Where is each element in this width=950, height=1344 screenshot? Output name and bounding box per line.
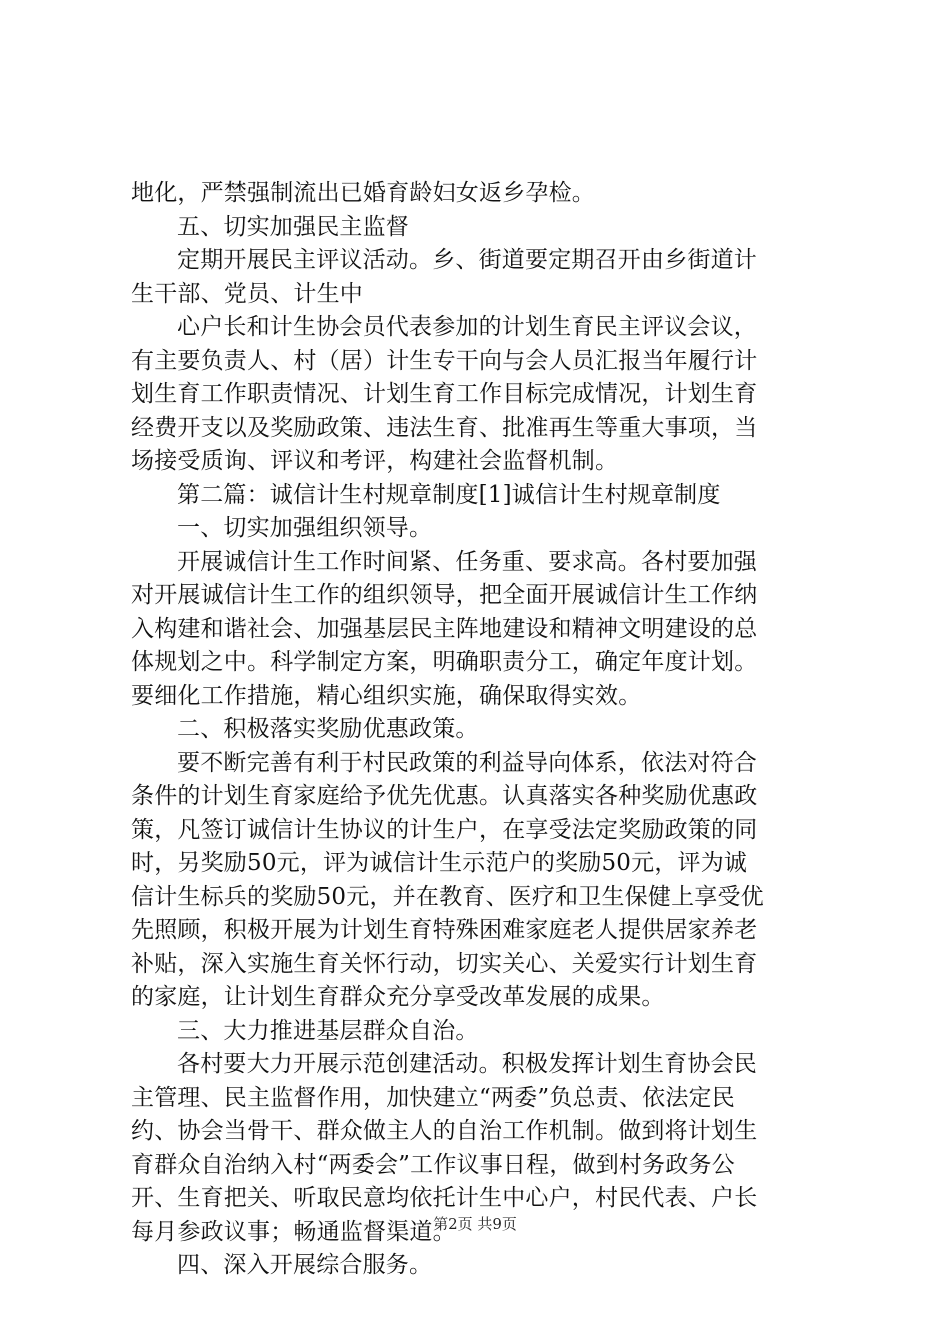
text-line: 地化，严禁强制流出已婚育龄妇女返乡孕检。 — [131, 180, 595, 206]
text-line: 生干部、党员、计生中 — [131, 280, 363, 307]
text-line: 各村要大力开展示范创建活动。积极发挥计划生育协会民 — [177, 1051, 757, 1077]
text-line: 有主要负责人、村（居）计生专干向与会人员汇报当年履行计 — [131, 347, 758, 374]
document-body — [131, 177, 831, 1283]
text-line: 心户长和计生协会员代表参加的计划生育民主评议会议， — [177, 314, 757, 340]
text-line: 开展诚信计生工作时间紧、任务重、要求高。各村要加强 — [177, 548, 757, 575]
text-line: 约、协会当骨干、群众做主人的自治工作机制。做到将计划生 — [131, 1118, 758, 1144]
text-line: 第二篇：诚信计生村规章制度[1]诚信计生村规章制度 — [177, 481, 721, 508]
text-line: 入构建和谐社会、加强基层民主阵地建设和精神文明建设的总 — [131, 615, 758, 642]
text-line: 每月参政议事；畅通监督渠道。 — [131, 1218, 456, 1245]
text-line: 的家庭，让计划生育群众充分享受改革发展的成果。 — [131, 984, 665, 1010]
text-line: 体规划之中。科学制定方案，明确职责分工，确定年度计划。 — [131, 649, 758, 675]
text-line: 主管理、民主监督作用，加快建立“两委”负总责、依法定民 — [131, 1084, 735, 1111]
text-line: 条件的计划生育家庭给予优先优惠。认真落实各种奖励优惠政 — [131, 783, 758, 809]
text-line: 经费开支以及奖励政策、违法生育、批准再生等重大事项，当 — [131, 414, 758, 441]
text-line: 对开展诚信计生工作的组织领导，把全面开展诚信计生工作纳 — [131, 582, 758, 608]
text-line: 三、大力推进基层群众自治。 — [177, 1017, 479, 1044]
text-line: 育群众自治纳入村“两委会”工作议事日程，做到村务政务公 — [131, 1151, 735, 1178]
text-line: 定期开展民主评议活动。乡、街道要定期召开由乡街道计 — [177, 247, 757, 273]
text-line: 要细化工作措施，精心组织实施，确保取得实效。 — [131, 682, 642, 709]
text-line: 四、深入开展综合服务。 — [177, 1252, 433, 1278]
text-line: 一、切实加强组织领导。 — [177, 515, 433, 541]
text-line: 策，凡签订诚信计生协议的计生户，在享受法定奖励政策的同 — [131, 816, 758, 843]
text-line: 先照顾，积极开展为计划生育特殊困难家庭老人提供居家养老 — [131, 917, 758, 943]
text-line: 时，另奖励50元，评为诚信计生示范户的奖励50元，评为诚 — [131, 850, 748, 876]
text-line: 五、切实加强民主监督 — [177, 213, 409, 240]
text-line: 要不断完善有利于村民政策的利益导向体系，依法对符合 — [177, 749, 757, 776]
page-footer: 第2页 共9页 — [433, 1215, 517, 1233]
text-line: 开、生育把关、听取民意均依托计生中心户，村民代表、户长 — [131, 1185, 758, 1211]
text-line: 二、积极落实奖励优惠政策。 — [177, 716, 479, 742]
text-line: 信计生标兵的奖励50元，并在教育、医疗和卫生保健上享受优 — [131, 883, 764, 910]
text-line: 补贴，深入实施生育关怀行动，切实关心、关爱实行计划生育 — [131, 950, 758, 977]
text-line: 划生育工作职责情况、计划生育工作目标完成情况，计划生育 — [131, 381, 758, 407]
text-line: 场接受质询、评议和考评，构建社会监督机制。 — [131, 448, 619, 474]
